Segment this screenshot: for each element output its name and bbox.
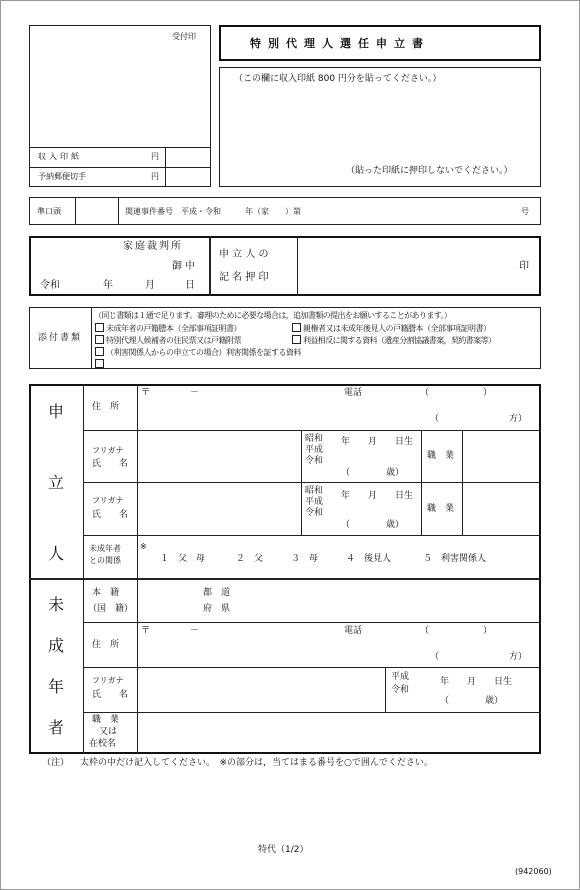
era-col-divider <box>301 430 302 535</box>
relation-option[interactable]: ５ 利害関係人 <box>423 554 487 564</box>
case-div-1 <box>75 197 76 225</box>
birth-label: 年 月 日生 <box>341 437 414 447</box>
attachments-label: 添付書類 <box>38 333 83 343</box>
stamp-instruction: （この欄に収入印紙 800 円分を貼ってください。） <box>234 74 442 84</box>
era-heisei: 平成 <box>391 672 410 682</box>
relation-option[interactable]: ３ 母 <box>291 554 319 564</box>
relation-option[interactable]: ４ 後見人 <box>346 554 392 564</box>
applicant-seal-label-1: 申 立 人 の <box>219 249 269 260</box>
date-month: 月 <box>145 280 155 291</box>
attachment-item[interactable]: 未成年者の戸籍謄本（全部事項証明書） <box>95 323 241 333</box>
minor-occ-label-3: 在校名 <box>89 739 117 749</box>
minor-era-divider <box>385 667 386 712</box>
applicant-seal-input[interactable] <box>300 239 538 293</box>
minor-side-char: 未 <box>48 595 65 614</box>
case-div-2 <box>118 197 119 225</box>
attachment-item[interactable]: 親権者又は未成年後見人の戸籍謄本（全部事項証明書） <box>292 323 491 333</box>
checkbox[interactable] <box>95 347 104 356</box>
note-text: 太枠の中だけ記入してください。 ※の部分は，当てはまる番号を○で囲んでください。 <box>80 758 433 768</box>
applicant-postal-dash: － <box>190 388 200 398</box>
date-day: 日 <box>185 280 195 291</box>
era-reiwa: 令和 <box>305 456 324 466</box>
name-label: 氏 名 <box>92 510 129 520</box>
attachment-item[interactable] <box>95 359 106 369</box>
attachment-item[interactable]: 利益相反に関する資料（遺産分割協議書案，契約書案等） <box>292 335 495 345</box>
row-line <box>83 622 541 623</box>
minor-domicile-input[interactable] <box>250 582 538 620</box>
age-label: （ 歳） <box>341 468 405 478</box>
minor-kata: 方） <box>509 652 528 662</box>
label-col-divider <box>137 384 138 754</box>
todo-label: 都 道 <box>203 588 231 598</box>
applicant-seal-label-2: 記 名 押 印 <box>219 272 269 283</box>
relation-label-1: 未成年者 <box>89 544 121 553</box>
applicant-side-char: 人 <box>48 544 65 563</box>
checkbox[interactable] <box>95 359 104 368</box>
era-heisei: 平成 <box>305 445 324 455</box>
relation-option[interactable]: ２ 父 <box>236 554 264 564</box>
court-div-1 <box>209 236 211 296</box>
attachments-div <box>91 307 92 369</box>
quasi-oral-label: 準口頭 <box>37 207 61 216</box>
row-line <box>83 712 541 713</box>
side-col-divider <box>83 384 84 754</box>
court-div-2 <box>297 236 298 296</box>
applicant-address-input[interactable] <box>139 400 429 428</box>
applicant-kata: 方） <box>509 414 528 424</box>
fee-divider <box>29 147 211 148</box>
applicant2-name-input[interactable] <box>139 484 299 533</box>
applicant-phone-close: ） <box>483 388 493 398</box>
era-showa: 昭和 <box>305 486 324 496</box>
section-divider <box>29 578 541 580</box>
receipt-stamp-box[interactable] <box>29 25 211 187</box>
note-label: （注） <box>42 758 70 768</box>
birth-label: 年 月 日生 <box>341 491 414 501</box>
applicant-phone-label: 電話 <box>344 388 363 398</box>
era-reiwa: 令和 <box>305 508 324 518</box>
name-label: 氏 名 <box>92 690 129 700</box>
minor-postal-dash: － <box>190 626 200 636</box>
furigana-label: フリガナ <box>92 676 124 685</box>
attachments-intro: （同じ書類は１通で足ります。審理のために必要な場合は，追加書類の提出をお願いすることがあります。） <box>94 311 452 320</box>
nationality-label: （国 籍） <box>88 604 134 614</box>
applicant-postal-mark: 〒 <box>141 388 151 398</box>
postage-yen: 円 <box>151 172 159 181</box>
minor-phone-open: （ <box>420 626 430 636</box>
revenue-stamp-yen: 円 <box>151 152 159 161</box>
minor-occ-label-1: 職 業 <box>92 715 120 725</box>
era-reiwa: 令和 <box>391 685 410 695</box>
minor-side-char: 者 <box>48 718 65 737</box>
checkbox[interactable] <box>292 323 301 332</box>
applicant-side-char: 立 <box>48 473 65 492</box>
fuken-label: 府 県 <box>203 604 231 614</box>
minor-side-char: 成 <box>48 636 65 655</box>
date-era: 令和 <box>40 280 60 291</box>
form-code: (942060) <box>515 867 552 876</box>
minor-postal-mark: 〒 <box>141 626 151 636</box>
minor-side-char: 年 <box>48 677 65 696</box>
row-line <box>83 482 541 483</box>
occupation-label: 職 業 <box>427 451 455 461</box>
minor-occ-label-2: 又は <box>99 727 118 737</box>
minor-name-input[interactable] <box>139 669 383 710</box>
case-number-suffix: 号 <box>521 207 529 216</box>
row-line <box>83 535 541 536</box>
relation-option[interactable]: １ 父 母 <box>160 554 206 564</box>
related-case-label: 関連事件番号 平成・令和 年（家 ）第 <box>125 207 301 216</box>
minor-phone-label: 電話 <box>344 626 363 636</box>
applicant-side-char: 申 <box>48 402 65 421</box>
fee-divider-2 <box>29 167 211 168</box>
attachment-item[interactable]: （利害関係人からの申立ての場合）利害関係を証する資料 <box>95 347 301 357</box>
furigana-label: フリガナ <box>92 446 124 455</box>
postage-label: 予納郵便切手 <box>38 172 86 181</box>
occ-col-divider <box>421 430 422 535</box>
age-label: （ 歳） <box>341 520 405 530</box>
minor-kata-open: （ <box>430 652 440 662</box>
receipt-stamp-label: 受付印 <box>172 32 196 41</box>
date-year: 年 <box>103 280 113 291</box>
checkbox[interactable] <box>292 335 301 344</box>
era-heisei: 平成 <box>305 497 324 507</box>
applicant-phone-open: （ <box>420 388 430 398</box>
stamp-note: （貼った印紙に押印しないでください。） <box>346 166 513 176</box>
era-showa: 昭和 <box>305 434 324 444</box>
birth-label: 年 月 日生 <box>440 677 513 687</box>
court-label: 家庭裁判所 <box>123 241 183 252</box>
age-label: （ 歳） <box>440 696 504 706</box>
row-line <box>83 430 541 431</box>
page-indicator: 特代（1/2） <box>258 845 309 855</box>
fee-col-divider <box>165 147 166 187</box>
revenue-stamp-label: 収入印紙 <box>38 152 82 161</box>
row-line <box>83 667 541 668</box>
minor-occupation-input[interactable] <box>139 714 538 752</box>
name-label: 氏 名 <box>92 459 129 469</box>
furigana-label: フリガナ <box>92 496 124 505</box>
minor-address-label: 住 所 <box>92 640 120 650</box>
relation-label-2: との関係 <box>89 556 121 565</box>
applicant-name-input[interactable] <box>139 432 299 480</box>
checkbox[interactable] <box>95 323 104 332</box>
applicant-occupation-input[interactable] <box>464 432 539 480</box>
seal-mark: 印 <box>519 261 529 272</box>
applicant-address-label: 住 所 <box>92 402 120 412</box>
relation-mark: ※ <box>140 542 147 551</box>
occupation-label: 職 業 <box>427 504 455 514</box>
minor-address-input[interactable] <box>139 640 429 665</box>
gochu-label: 御中 <box>172 261 198 272</box>
checkbox[interactable] <box>95 335 104 344</box>
occ-val-divider <box>462 430 463 535</box>
minor-phone-close: ） <box>483 626 493 636</box>
form-title: 特別代理人選任申立書 <box>250 37 430 50</box>
attachment-item[interactable]: 特別代理人候補者の住民票又は戸籍附票 <box>95 335 241 345</box>
applicant-kata-open: （ <box>430 414 440 424</box>
domicile-label: 本 籍 <box>92 588 120 598</box>
applicant2-occupation-input[interactable] <box>464 484 539 533</box>
